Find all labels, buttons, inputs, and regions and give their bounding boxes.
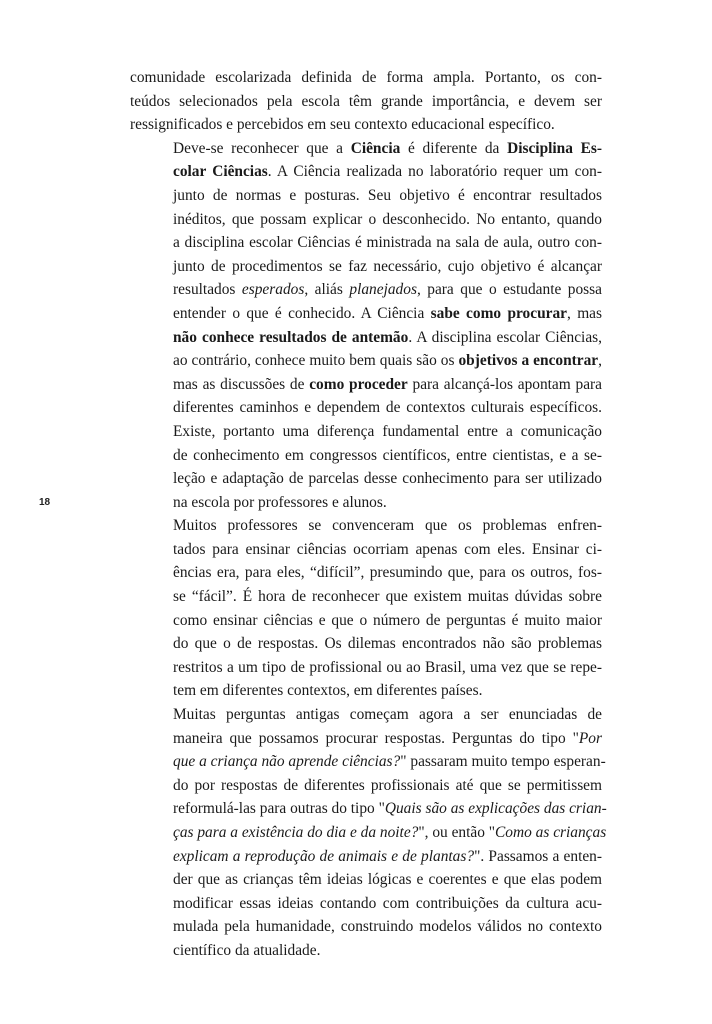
text-run: ". Passamos a enten- <box>474 847 602 865</box>
text-run: Existe, portanto uma diferença fundamental entre a comunicação <box>173 422 602 440</box>
text-line <box>130 774 602 798</box>
text-run: Deve-se reconhecer que a <box>173 139 351 157</box>
text-run: junto de procedimentos se faz necessário, cujo objetivo é alcançar <box>173 257 602 275</box>
text-line <box>130 231 602 255</box>
text-run: tados para ensinar ciências ocorriam apenas com eles. Ensinar ci- <box>173 540 602 558</box>
text-run: ", ou então " <box>418 824 496 841</box>
text-line <box>130 821 607 845</box>
text-line <box>130 349 602 373</box>
text-run: , para que o estudante possa <box>416 281 602 299</box>
text-line <box>130 797 607 821</box>
text-run: der que as crianças têm ideias lógicas e coerentes e que elas podem <box>173 871 602 889</box>
body-text <box>130 66 607 963</box>
text-run: a disciplina escolar Ciências é ministrada na sala de aula, outro con- <box>173 234 602 252</box>
italic-phrase: que a criança não aprende ciências? <box>173 753 401 771</box>
italic-phrase: ças para a existência do dia e da noite? <box>173 824 419 841</box>
text-run: modificar essas ideias contando com contribuições da cultura acu- <box>173 894 602 912</box>
text-line <box>130 113 602 137</box>
text-run: restritos a um tipo de profissional ou ao Brasil, uma vez que se repe- <box>173 658 602 676</box>
bold-term: colar Ciências <box>173 163 268 181</box>
text-line <box>130 396 602 420</box>
text-run: científico da atualidade. <box>173 941 321 959</box>
italic-phrase: esperados <box>241 281 305 299</box>
text-run: na escola por professores e alunos. <box>173 493 387 511</box>
text-line <box>130 467 602 491</box>
text-run: , mas <box>567 304 602 322</box>
text-run: mulada pela humanidade, construindo modelos válidos no contexto <box>173 918 602 936</box>
text-run: Muitas perguntas antigas começam agora a ser enunciadas de <box>173 706 602 724</box>
paragraph <box>130 703 607 963</box>
text-line <box>130 90 602 114</box>
text-run: Muitos professores se convenceram que os problemas enfren- <box>173 517 602 535</box>
text-line <box>130 750 606 774</box>
text-line <box>130 302 602 326</box>
text-line <box>130 561 602 585</box>
bold-term: Ciência <box>350 139 401 157</box>
text-line <box>130 66 602 90</box>
text-run: maneira que possamos procurar respostas. Perguntas do tipo " <box>173 729 579 747</box>
text-run: , aliás <box>304 281 350 299</box>
text-line <box>130 845 602 869</box>
text-run: entender o que é conhecido. A Ciência <box>173 304 431 322</box>
text-line <box>130 892 602 916</box>
text-line <box>130 420 602 444</box>
text-line <box>130 514 602 538</box>
text-line <box>130 609 602 633</box>
text-line <box>130 632 602 656</box>
italic-phrase: Quais são as explicações das crian- <box>384 800 607 818</box>
text-line <box>130 278 602 302</box>
text-run: ao contrário, conhece muito bem quais são os <box>173 352 459 370</box>
text-line <box>130 137 602 161</box>
text-line <box>130 868 602 892</box>
text-run: inéditos, que possam explicar o desconhecido. No entanto, quando <box>173 210 602 228</box>
italic-phrase: planejados <box>349 281 417 299</box>
italic-phrase: Como as crianças <box>495 824 607 841</box>
text-run: se “fácil”. É hora de reconhecer que existem muitas dúvidas sobre <box>173 588 602 606</box>
bold-term: sabe como procurar <box>430 304 567 322</box>
page-number: 18 <box>39 497 51 508</box>
text-line <box>130 727 602 751</box>
bold-term: não conhece resultados de antemão <box>173 328 409 346</box>
text-line <box>130 373 602 397</box>
paragraph <box>130 137 602 515</box>
text-run: . A disciplina escolar Ciências, <box>408 328 602 346</box>
italic-phrase: Por <box>578 729 602 747</box>
text-line <box>130 184 602 208</box>
text-line <box>130 538 602 562</box>
text-run: , <box>598 352 603 370</box>
text-run: teúdos selecionados pela escola têm grande importância, e devem ser <box>130 92 602 110</box>
text-run: ências era, para eles, “difícil”, presumindo que, para os outros, fos- <box>173 564 602 582</box>
text-line <box>130 585 602 609</box>
paragraph <box>130 66 602 137</box>
text-run: tem em diferentes contextos, em diferentes países. <box>173 682 483 700</box>
text-run: reformulá-las para outras do tipo " <box>173 800 385 818</box>
text-line <box>130 255 602 279</box>
text-run: do por respostas de diferentes profissionais até que se permitissem <box>173 776 602 794</box>
text-run: " passaram muito tempo esperan- <box>400 753 606 771</box>
text-run: diferentes caminhos e dependem de contextos culturais específicos. <box>173 399 602 417</box>
text-run: ressignificados e percebidos em seu contexto educacional específico. <box>130 116 555 134</box>
bold-term: Disciplina Es- <box>507 139 602 157</box>
text-line <box>130 444 602 468</box>
text-line <box>130 939 602 963</box>
text-run: leção e adaptação de parcelas desse conhecimento para ser utilizado <box>173 470 602 488</box>
text-run: é diferente da <box>400 139 508 157</box>
text-run: junto de normas e posturas. Seu objetivo é encontrar resultados <box>173 186 602 204</box>
text-run: mas as discussões de <box>173 375 310 393</box>
text-run: do que o de respostas. Os dilemas encontrados não são problemas <box>173 635 602 653</box>
text-run: para alcançá-los apontam para <box>407 375 602 393</box>
italic-phrase: explicam a reprodução de animais e de plantas? <box>173 847 475 865</box>
text-run: de conhecimento em congressos científicos, entre cientistas, e a se- <box>173 446 602 464</box>
text-line <box>130 208 602 232</box>
text-line <box>130 656 602 680</box>
text-line <box>130 703 602 727</box>
text-line <box>130 326 602 350</box>
bold-term: como proceder <box>309 375 408 393</box>
text-run: resultados <box>173 281 242 299</box>
text-run: comunidade escolarizada definida de forma ampla. Portanto, os con- <box>130 69 602 86</box>
text-run: como ensinar ciências e que o número de perguntas é muito maior <box>173 611 602 629</box>
text-line <box>130 160 602 184</box>
paragraph <box>130 514 602 703</box>
text-line <box>130 491 602 515</box>
text-run: . A Ciência realizada no laboratório requer um con- <box>267 163 602 181</box>
text-line <box>130 679 602 703</box>
bold-term: objetivos a encontrar <box>458 352 599 370</box>
text-line <box>130 915 602 939</box>
